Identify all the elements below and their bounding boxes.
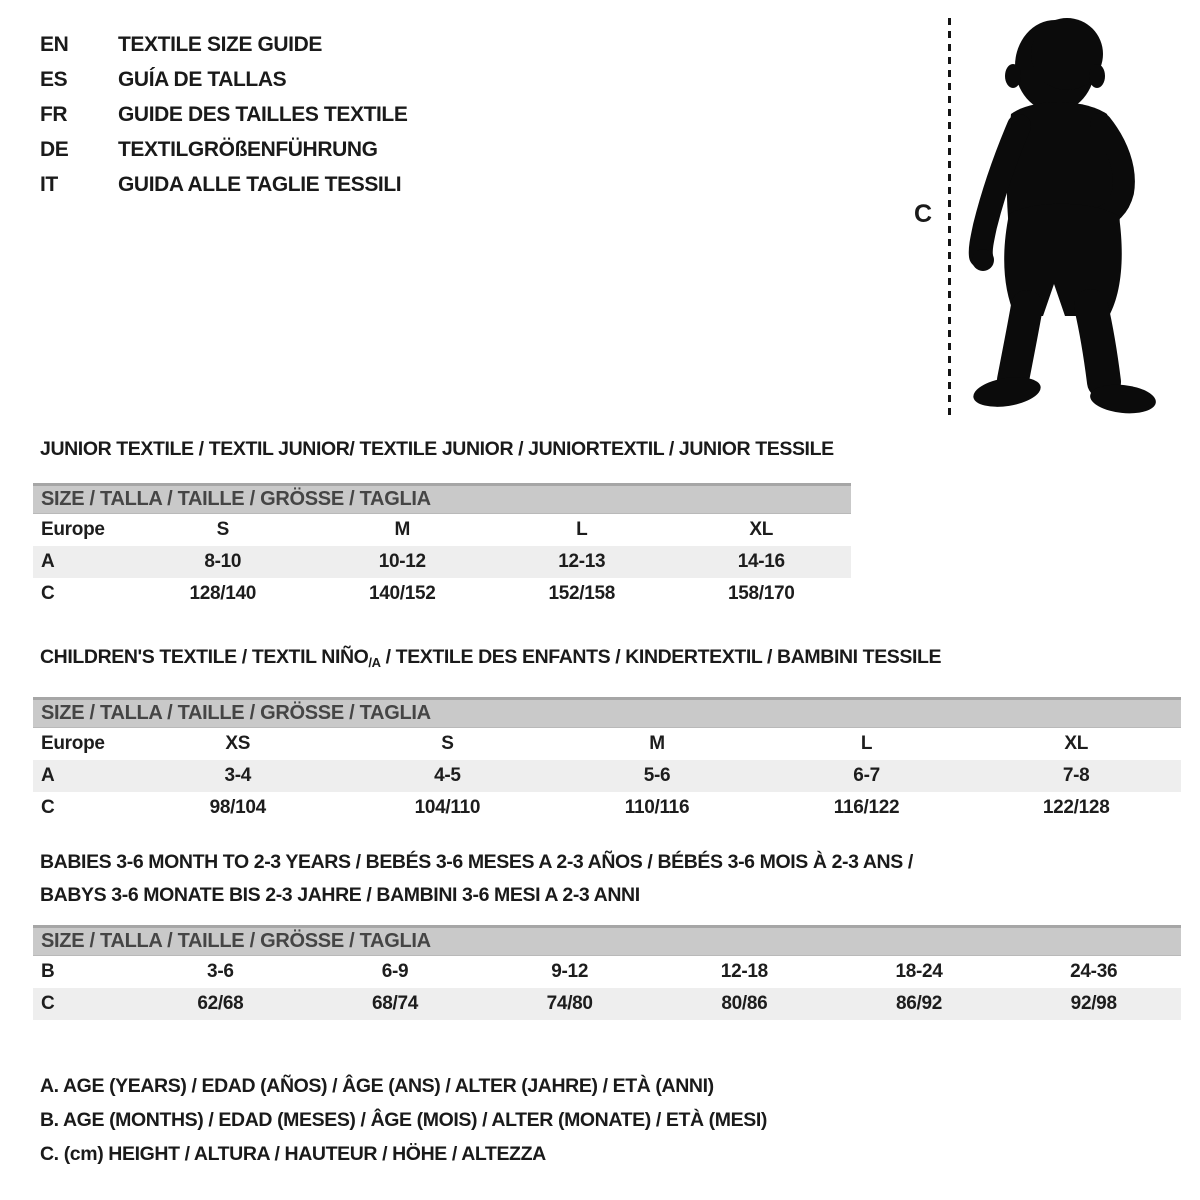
guide-title-es: GUÍA DE TALLAS: [118, 68, 287, 91]
lang-row-it: [40, 167, 407, 202]
table-row-age-years: [33, 546, 851, 578]
junior-size-table: [33, 483, 851, 610]
title-subscript: /A: [368, 655, 381, 670]
size-cell: S: [216, 519, 229, 540]
age-cell: 18-24: [895, 961, 943, 982]
size-header-bar: SIZE / TALLA / TAILLE / GRÖSSE / TAGLIA: [33, 697, 1181, 728]
row-label: C: [41, 583, 55, 604]
height-cell: 92/98: [1070, 993, 1117, 1014]
size-cell: L: [576, 519, 588, 540]
junior-textile-section: [33, 437, 851, 610]
junior-section-title: JUNIOR TEXTILE / TEXTIL JUNIOR/ TEXTILE JUNIOR / JUNIORTEXTIL / JUNIOR TESSILE: [40, 438, 834, 460]
height-cell: 158/170: [727, 583, 795, 604]
babies-section-title-line1: BABIES 3-6 MONTH TO 2-3 YEARS / BEBÉS 3-6 MESES A 2-3 AÑOS / BÉBÉS 3-6 MOIS À 2-3 ANS /: [40, 851, 913, 873]
legend-line-a: A. AGE (YEARS) / EDAD (AÑOS) / ÂGE (ANS) / ALTER (JAHRE) / ETÀ (ANNI): [40, 1075, 714, 1097]
row-label: C: [41, 797, 55, 818]
age-cell: 3-6: [207, 961, 234, 982]
size-cell: L: [860, 733, 873, 754]
babies-section-title-line2: BABYS 3-6 MONATE BIS 2-3 JAHRE / BAMBINI 3-6 MESI A 2-3 ANNI: [40, 884, 640, 906]
table-row-age-months: [33, 956, 1181, 988]
row-label: Europe: [41, 733, 105, 754]
table-row-europe: [33, 514, 851, 546]
table-row-europe: [33, 728, 1181, 760]
height-cell: 116/122: [833, 797, 900, 818]
row-label: Europe: [41, 519, 105, 540]
legend: [40, 1069, 767, 1171]
table-row-height-cm: [33, 792, 1181, 824]
babies-size-table: [33, 925, 1181, 1020]
size-cell: M: [394, 519, 411, 540]
age-cell: 14-16: [737, 551, 785, 572]
lang-code: FR: [40, 103, 68, 126]
row-label: B: [41, 961, 55, 982]
language-header: [40, 27, 407, 202]
lang-code: ES: [40, 68, 68, 91]
lang-row-en: [40, 27, 407, 62]
height-cell: 140/152: [368, 583, 436, 604]
lang-code: DE: [40, 138, 69, 161]
size-cell: XL: [1064, 733, 1089, 754]
measure-c-label: C: [914, 200, 933, 228]
height-measure-figure: [900, 0, 1200, 430]
height-cell: 68/74: [371, 993, 419, 1014]
guide-title-it: GUIDA ALLE TAGLIE TESSILI: [118, 173, 402, 196]
age-cell: 6-7: [853, 765, 880, 786]
row-label: A: [41, 551, 55, 572]
lang-code: EN: [40, 33, 69, 56]
age-cell: 12-18: [720, 961, 768, 982]
height-cell: 86/92: [896, 993, 943, 1014]
title-part: CHILDREN'S TEXTILE / TEXTIL NIÑO: [40, 646, 369, 668]
age-cell: 5-6: [643, 765, 671, 786]
age-cell: 4-5: [434, 765, 461, 786]
height-cell: 98/104: [209, 797, 266, 818]
babies-textile-section: [33, 846, 1181, 1020]
age-cell: 3-4: [224, 765, 252, 786]
size-cell: M: [649, 733, 665, 754]
age-cell: 7-8: [1062, 765, 1090, 786]
height-cell: 152/158: [548, 583, 616, 604]
lang-code: IT: [40, 173, 58, 196]
guide-title-de: TEXTILGRÖßENFÜHRUNG: [118, 138, 378, 161]
age-cell: 10-12: [378, 551, 426, 572]
age-cell: 8-10: [204, 551, 242, 572]
legend-line-b: B. AGE (MONTHS) / EDAD (MESES) / ÂGE (MOIS) / ALTER (MONATE) / ETÀ (MESI): [40, 1109, 767, 1131]
height-cell: 80/86: [721, 993, 768, 1014]
size-cell: S: [441, 733, 454, 754]
height-cell: 74/80: [546, 993, 593, 1014]
row-label: A: [41, 765, 55, 786]
table-row-height-cm: [33, 578, 851, 610]
age-cell: 24-36: [1070, 961, 1118, 982]
guide-title-fr: GUIDE DES TAILLES TEXTILE: [118, 103, 408, 126]
height-cell: 104/110: [414, 797, 481, 818]
children-textile-section: [33, 645, 1181, 824]
table-row-height-cm: [33, 988, 1181, 1020]
children-section-title: [33, 645, 1181, 675]
toddler-silhouette-icon: [963, 14, 1163, 419]
size-cell: XL: [749, 519, 774, 540]
legend-line-c: C. (cm) HEIGHT / ALTURA / HAUTEUR / HÖHE / ALTEZZA: [40, 1143, 546, 1165]
size-header-bar: SIZE / TALLA / TAILLE / GRÖSSE / TAGLIA: [33, 925, 1181, 956]
height-cell: 110/116: [624, 797, 690, 818]
lang-row-fr: [40, 97, 407, 132]
children-size-table: [33, 697, 1181, 824]
guide-title-en: TEXTILE SIZE GUIDE: [118, 33, 322, 56]
title-part: / TEXTILE DES ENFANTS / KINDERTEXTIL / BAMBINI TESSILE: [380, 646, 942, 668]
age-cell: 12-13: [558, 551, 606, 572]
height-cell: 128/140: [189, 583, 257, 604]
height-cell: 62/68: [197, 993, 244, 1014]
table-row-age-years: [33, 760, 1181, 792]
size-header-bar: SIZE / TALLA / TAILLE / GRÖSSE / TAGLIA: [33, 483, 851, 514]
age-cell: 9-12: [551, 961, 589, 982]
height-cell: 122/128: [1042, 797, 1110, 818]
height-measure-dashed-line: [948, 18, 951, 415]
lang-row-de: [40, 132, 407, 167]
age-cell: 6-9: [381, 961, 409, 982]
size-cell: XS: [225, 733, 251, 754]
lang-row-es: [40, 62, 407, 97]
row-label: C: [41, 993, 55, 1014]
